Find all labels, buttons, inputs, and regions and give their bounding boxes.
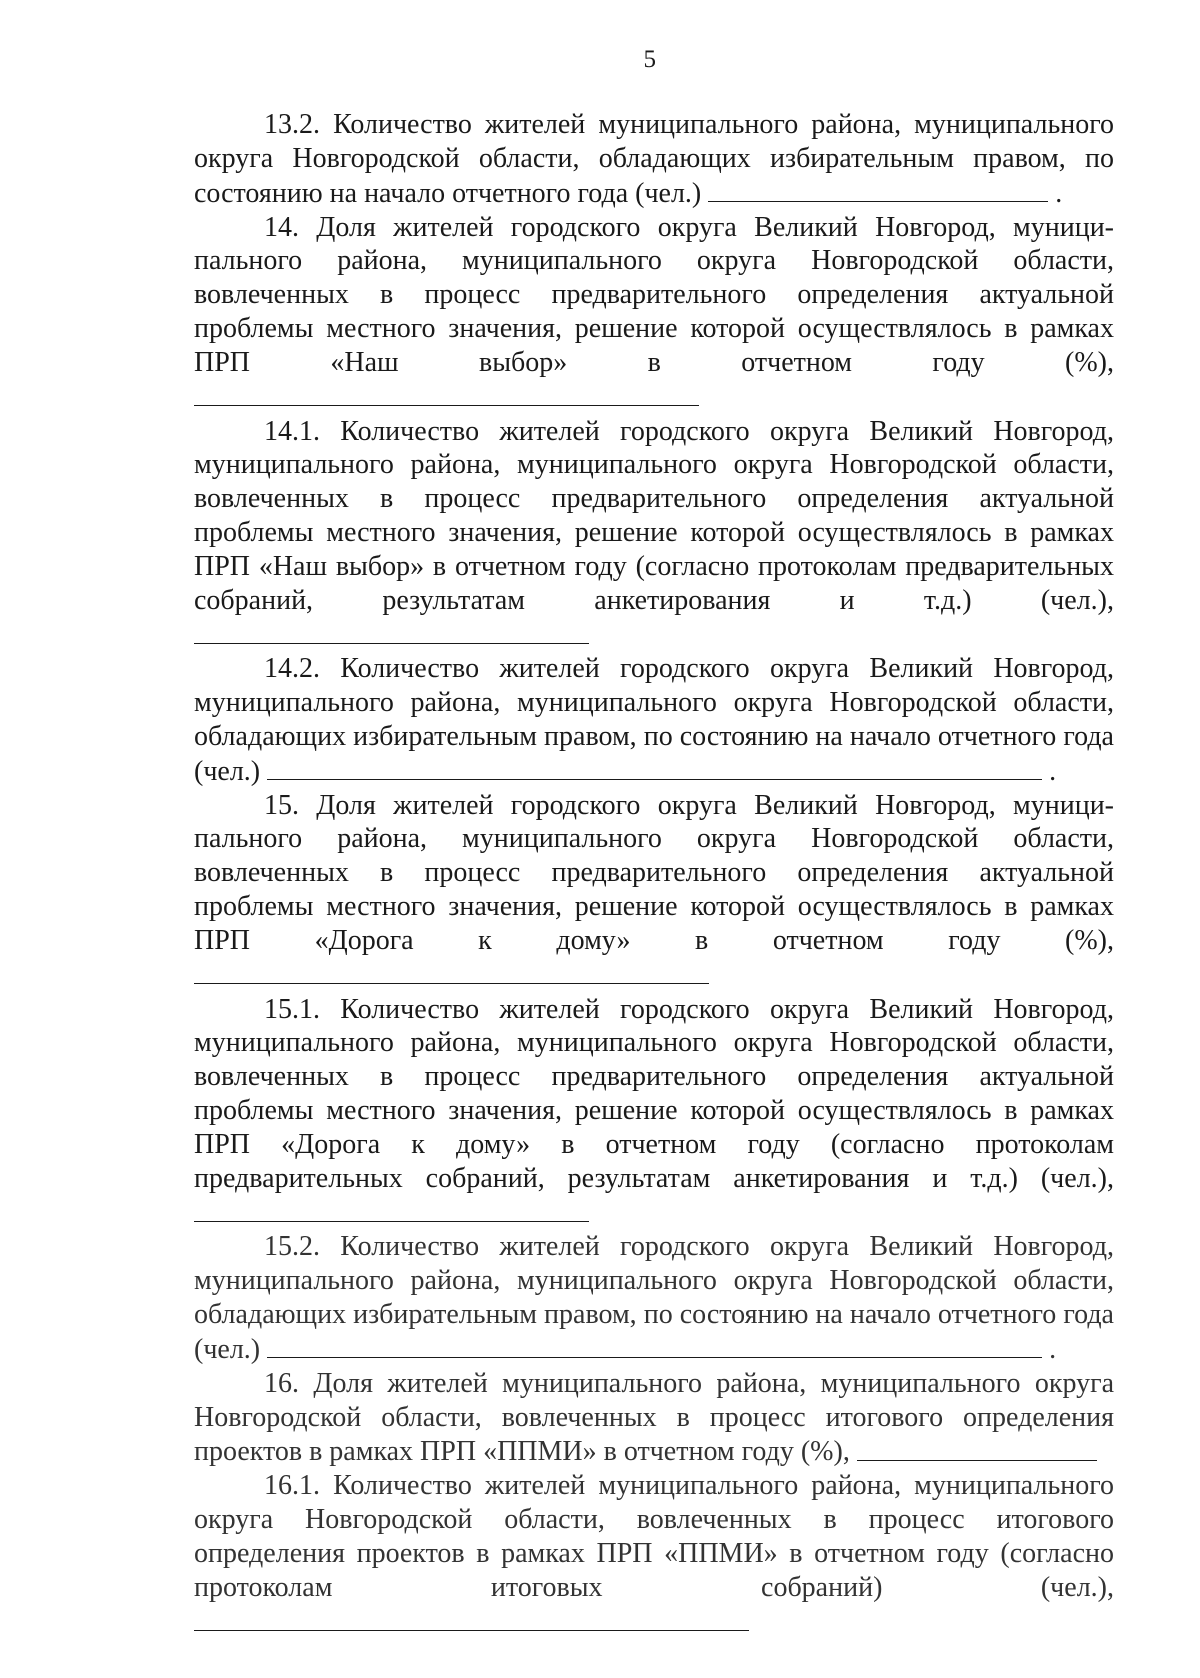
item-15-2-text: 15.2. Количество жителей городского округа Великий Новгород, муниципального района, муниципального округа Новгородской области, обладающих избирательным правом, по состоянию на начало отчетного года (чел.) bbox=[194, 1231, 1114, 1365]
item-15-1-text: 15.1. Количество жителей городского округа Великий Новгород, муниципального района, муниципального округа Новгородской области, вовлеченных в процесс предварительного определения актуальной проблемы местного значения, решение которой осуществлялось в рамках ПРП «Дорога к дому» в отчетном году (согласно протоколам предварительных собраний, результатам анкетирования и т.д.) (чел.), bbox=[194, 993, 1114, 1194]
blank-line[interactable] bbox=[194, 1195, 589, 1221]
item-14-1 bbox=[194, 415, 1114, 653]
item-14-1-text: 14.1. Количество жителей городского округа Великий Новгород, муниципального района, муниципального округа Новгородской области, вовлеченных в процесс предварительного определения актуальной проблемы местного значения, решение которой осуществлялось в рамках ПРП «Наш выбор» в отчетном году (согласно протоколам предварительных собраний, результатам анкетирования и т.д.) (чел.), bbox=[194, 415, 1114, 616]
item-14-2-text: 14.2. Количество жителей городского округа Великий Новгород, муниципального района, муниципального округа Новгородской области, обладающих избирательным правом, по состоянию на начало отчетного года (чел.) bbox=[194, 653, 1114, 787]
blank-line[interactable] bbox=[708, 176, 1048, 202]
blank-line[interactable] bbox=[194, 958, 709, 984]
item-14-2-end: . bbox=[1049, 755, 1057, 787]
blank-line[interactable] bbox=[194, 380, 699, 406]
document-body bbox=[194, 108, 1114, 1640]
item-16-1 bbox=[194, 1469, 1114, 1639]
item-13-2-end: . bbox=[1055, 177, 1063, 209]
item-16-text: 16. Доля жителей муниципального района, муниципального округа Новгородской области, вовлеченных в процесс итогового определения проектов в рамках ПРП «ППМИ» в отчетном году (%), bbox=[194, 1367, 1114, 1468]
blank-line[interactable] bbox=[267, 1332, 1042, 1358]
blank-line[interactable] bbox=[194, 617, 589, 643]
item-16 bbox=[194, 1367, 1114, 1470]
blank-line[interactable] bbox=[857, 1434, 1097, 1460]
item-15-text: 15. Доля жителей городского округа Великий Новгород, муниципального района, муниципального округа Новгородской области, вовлеченных в процесс предварительного определения актуальной проблемы местного значения, решение которой осуществлялось в рамках ПРП «Дорога к дому» в отчетном году (%), bbox=[194, 789, 1114, 956]
page-number: 5 bbox=[643, 46, 657, 73]
item-14-2 bbox=[194, 652, 1114, 788]
blank-line[interactable] bbox=[267, 754, 1042, 780]
blank-line[interactable] bbox=[194, 1605, 749, 1631]
item-15-2 bbox=[194, 1230, 1114, 1366]
item-16-1-text: 16.1. Количество жителей муниципального района, муниципального округа Новгородской области, вовлеченных в процесс итогового определения проектов в рамках ПРП «ППМИ» в отчетном году (согласно протоколам итоговых собраний) (чел.), bbox=[194, 1470, 1114, 1603]
item-15-2-end: . bbox=[1049, 1334, 1057, 1365]
item-14 bbox=[194, 211, 1114, 415]
item-15 bbox=[194, 789, 1114, 993]
item-13-2-text: 13.2. Количество жителей муниципального района, муниципального округа Новгородской области, обладающих избирательным правом, по состоянию на начало отчетного года (чел.) bbox=[194, 109, 1114, 209]
item-15-1 bbox=[194, 993, 1114, 1231]
item-14-text: 14. Доля жителей городского округа Великий Новгород, муниципального района, муниципального округа Новгородской области, вовлеченных в процесс предварительного определения актуальной проблемы местного значения, решение которой осуществлялось в рамках ПРП «Наш выбор» в отчетном году (%), bbox=[194, 211, 1114, 378]
item-13-2 bbox=[194, 108, 1114, 211]
